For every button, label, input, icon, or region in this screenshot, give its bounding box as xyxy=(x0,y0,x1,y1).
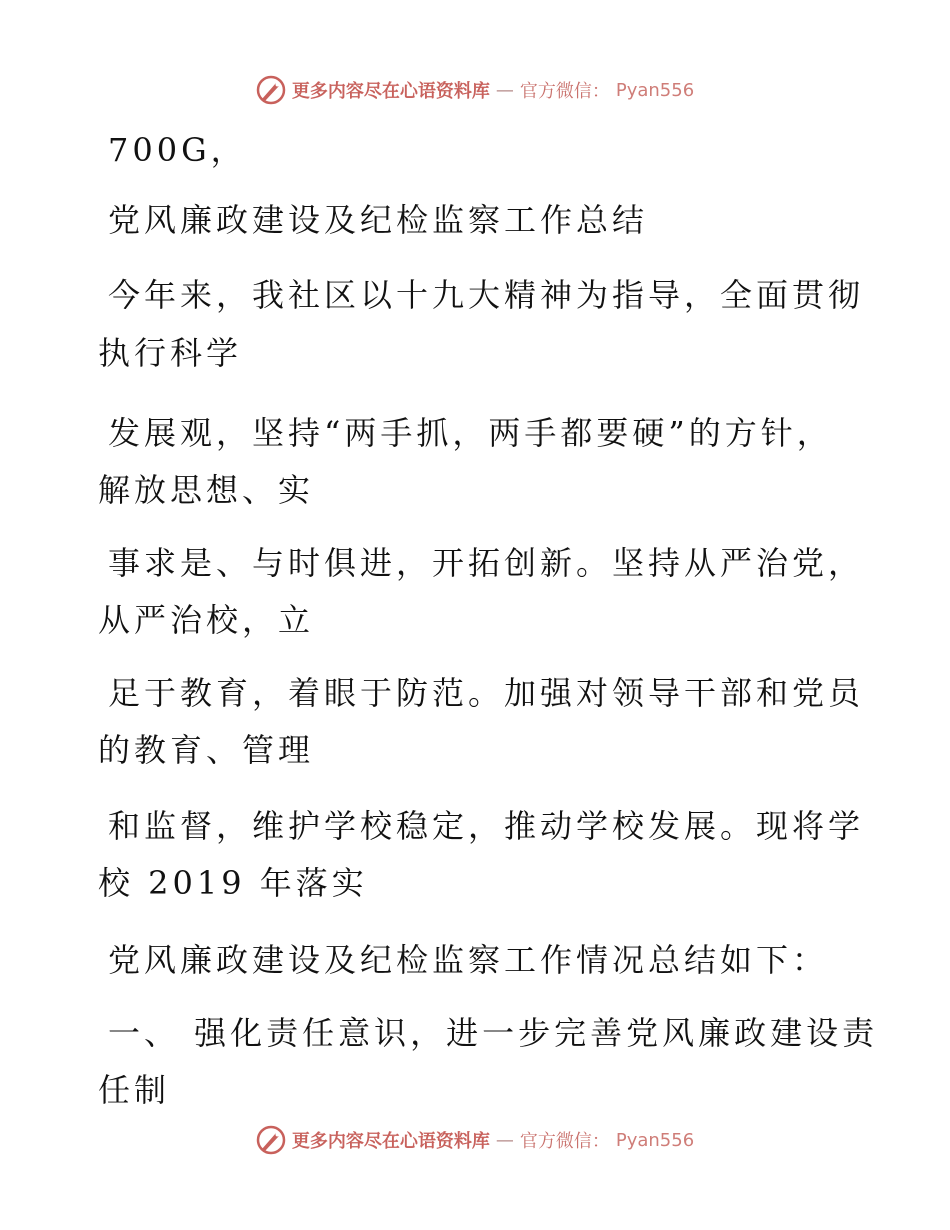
watermark-brand: 更多内容尽在心语资料库 xyxy=(291,81,490,102)
doc-line: 和监督，维护学校稳定，推动学校发展。现将学 xyxy=(108,807,865,845)
pen-logo-icon xyxy=(256,75,286,105)
doc-line: 党风廉政建设及纪检监察工作情况总结如下： xyxy=(108,941,829,979)
doc-line: 执行科学 xyxy=(98,334,243,372)
doc-title: 党风廉政建设及纪检监察工作总结 xyxy=(108,201,649,239)
doc-line: 事求是、与时俱进，开拓创新。坚持从严治党， xyxy=(108,544,865,582)
doc-line: 足于教育，着眼于防范。加强对领导干部和党员 xyxy=(108,674,865,712)
watermark-official: 官方微信： xyxy=(519,81,610,102)
pen-logo-icon xyxy=(256,1125,286,1155)
watermark-dash: — xyxy=(495,1129,514,1151)
watermark-handle: Pyan556 xyxy=(615,79,695,101)
doc-line: 校 2019 年落实 xyxy=(98,864,368,902)
watermark-handle: Pyan556 xyxy=(615,1129,695,1151)
watermark-brand: 更多内容尽在心语资料库 xyxy=(291,1131,490,1152)
watermark-header xyxy=(0,70,950,110)
doc-line: 700G， xyxy=(108,131,247,169)
watermark-official: 官方微信： xyxy=(519,1131,610,1152)
doc-line: 解放思想、实 xyxy=(98,471,315,509)
doc-line: 今年来，我社区以十九大精神为指导，全面贯彻 xyxy=(108,276,865,314)
doc-section-heading: 一、 强化责任意识，进一步完善党风廉政建设责 xyxy=(108,1014,879,1052)
doc-line: 从严治校，立 xyxy=(98,601,315,639)
doc-line: 发展观，坚持“两手抓，两手都要硬”的方针， xyxy=(108,414,833,452)
doc-line: 任制 xyxy=(98,1071,171,1109)
doc-line: 的教育、管理 xyxy=(98,731,315,769)
watermark-dash: — xyxy=(495,79,514,101)
watermark-footer xyxy=(0,1120,950,1160)
